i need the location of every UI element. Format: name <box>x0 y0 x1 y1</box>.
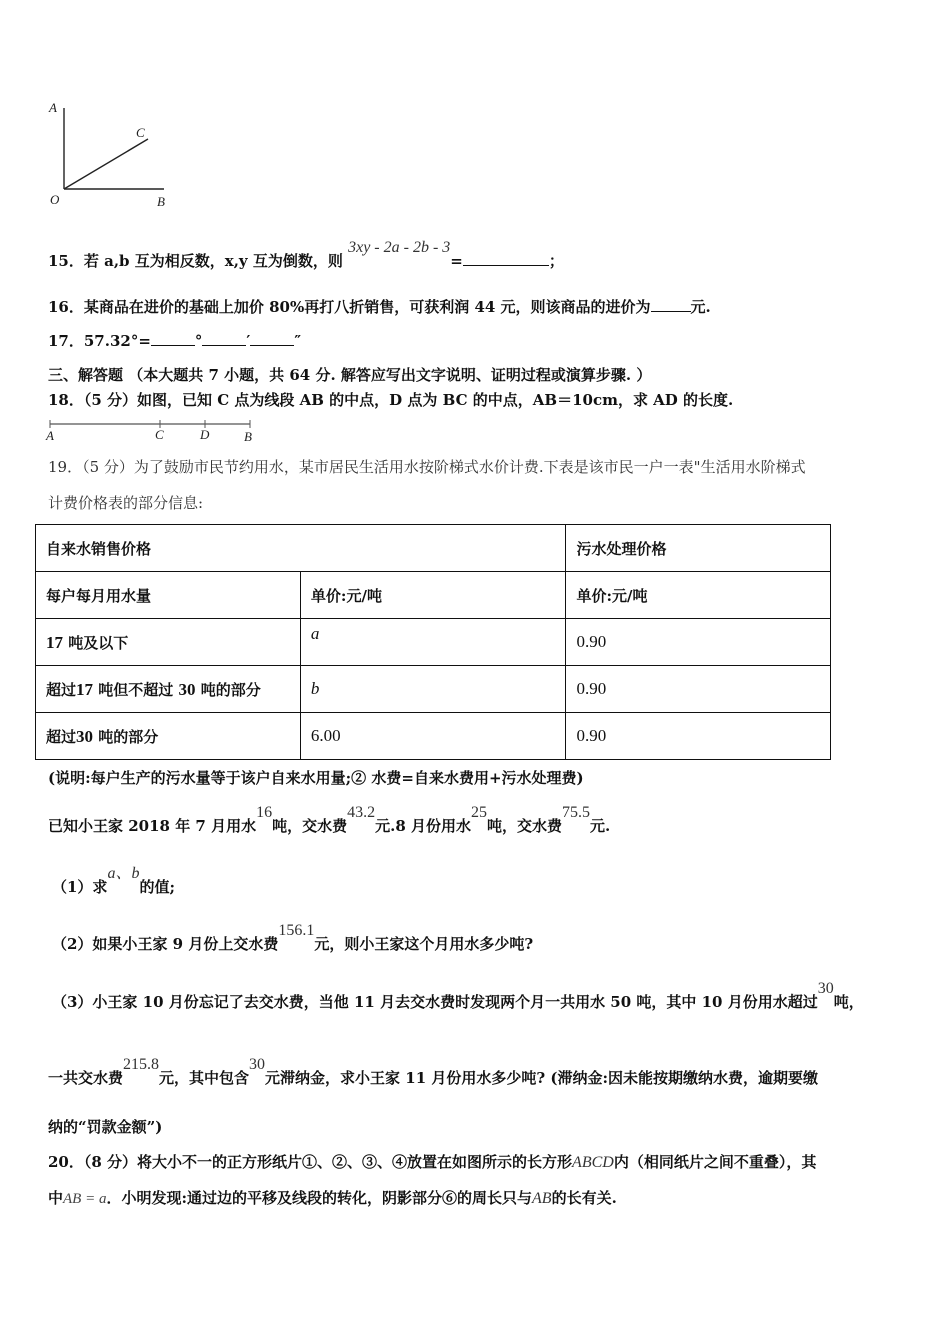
tier-2-sewage: 0.90 <box>566 666 831 713</box>
header-sewage-unit-price: 单价:元/吨 <box>566 572 831 619</box>
label-o: O <box>50 192 60 207</box>
part3-threshold: 30 <box>817 980 834 997</box>
q17-second-blank[interactable] <box>250 345 294 346</box>
q19-part-3-line1: （3）小王家 10 月份忘记了去交水费，当他 11 月去交水费时发现两个月一共用水 50 吨，其中 10 月份用水超过30吨， <box>52 980 864 1011</box>
q18-number: 18． <box>48 391 84 409</box>
q19-intro-2: 计费价格表的部分信息: <box>48 494 204 512</box>
q17-degree-symbol: ° <box>194 332 203 350</box>
q15-number: 15． <box>48 252 84 270</box>
ray-oc <box>64 139 148 189</box>
q17-minute-blank[interactable] <box>202 345 246 346</box>
q16-unit: 元. <box>690 298 711 316</box>
q15-end: ； <box>548 252 564 270</box>
q17-lhs: 57.32°= <box>83 332 151 350</box>
q20-rect-name: ABCD <box>572 1154 614 1171</box>
q19-number: 19． <box>48 458 83 476</box>
part2-fee: 156.1 <box>278 922 315 939</box>
question-20-line2: 中AB = a．小明发现:通过边的平移及线段的转化，阴影部分⑥的周长只与AB的长有关. <box>48 1189 617 1207</box>
q15-equals: = <box>450 252 463 270</box>
header-monthly-usage: 每户每月用水量 <box>36 572 301 619</box>
tier-3-sewage: 0.90 <box>566 713 831 760</box>
seg-label-a: A <box>46 428 54 443</box>
seg-label-b: B <box>244 429 252 444</box>
tier-1-price: a <box>300 619 566 666</box>
part3-total-fee: 215.8 <box>123 1056 160 1073</box>
given-aug-usage: 25 <box>470 804 487 821</box>
table-header-row-2 <box>36 572 831 619</box>
question-17 <box>48 330 301 351</box>
q19-intro-1: （5 分）为了鼓励市民节约用水，某市居民生活用水按阶梯式水价计费.下表是该市民一户一表"生活用水阶梯式 <box>82 458 806 476</box>
header-tap-water-price: 自来水销售价格 <box>36 525 566 572</box>
table-row <box>36 666 831 713</box>
given-july-usage: 16 <box>256 804 273 821</box>
q19-part-3-line3: 纳的“罚款金额”) <box>48 1118 163 1136</box>
segment-figure <box>44 414 260 444</box>
label-c: C <box>136 125 145 140</box>
header-unit-price: 单价:元/吨 <box>300 572 566 619</box>
seg-label-c: C <box>155 427 164 442</box>
part1-variables: a、b <box>107 865 140 882</box>
tier-1-sewage: 0.90 <box>566 619 831 666</box>
question-19-line1 <box>48 456 806 477</box>
table-row <box>36 619 831 666</box>
q18-text: （5 分）如图，已知 C 点为线段 AB 的中点，D 点为 BC 的中点，AB＝10cm，求 AD 的长度. <box>83 391 734 409</box>
q19-note: (说明:每户生产的污水量等于该户自来水用量;② 水费=自来水费用+污水处理费) <box>48 769 584 787</box>
question-18 <box>48 389 733 410</box>
water-price-table <box>35 524 831 760</box>
q20-ab-equation: AB = a <box>63 1191 107 1207</box>
tier-2-price: b <box>300 666 566 713</box>
q17-degree-blank[interactable] <box>151 345 195 346</box>
part3-late-fee: 30 <box>249 1056 266 1073</box>
tier-3-usage: 超过30 吨的部分 <box>36 713 301 760</box>
section-3-desc: （本大题共 7 小题，共 64 分. 解答应写出文字说明、证明过程或演算步骤. ） <box>128 366 652 384</box>
q19-part-2: （2）如果小王家 9 月份上交水费156.1元，则小王家这个月用水多少吨? <box>52 922 534 953</box>
q16-answer-blank[interactable] <box>651 311 691 312</box>
q17-number: 17． <box>48 332 84 350</box>
q16-number: 16． <box>48 298 84 316</box>
question-15 <box>48 239 564 271</box>
tier-1-usage: 17 吨及以下 <box>36 619 301 666</box>
q19-part-3-line2: 一共交水费215.8元，其中包含30元滞纳金，求小王家 11 月份用水多少吨? (滞纳金:因未能按期缴纳水费，逾期要缴 <box>48 1056 818 1087</box>
label-b: B <box>157 194 165 209</box>
q16-text: 某商品在进价的基础上加价 80%再打八折销售，可获利润 44 元，则该商品的进价为 <box>83 298 651 316</box>
section-3-heading <box>48 364 651 385</box>
seg-label-d: D <box>200 427 210 442</box>
question-19-line2 <box>48 492 203 513</box>
q15-answer-blank[interactable] <box>463 265 549 266</box>
table-row <box>36 713 831 760</box>
label-a: A <box>49 100 57 115</box>
q19-part-1: （1）求a、b的值; <box>52 865 175 896</box>
tier-3-price: 6.00 <box>300 713 566 760</box>
q17-second-symbol: ″ <box>294 332 302 350</box>
table-header-row-1 <box>36 525 831 572</box>
q19-given: 已知小王家 2018 年 7 月用水16吨，交水费43.2元.8 月份用水25吨，交水费75.5元. <box>48 804 611 835</box>
q20-ab: AB <box>532 1190 552 1207</box>
question-16 <box>48 296 711 317</box>
tier-2-usage: 超过17 吨但不超过 30 吨的部分 <box>36 666 301 713</box>
section-3-title: 三、解答题 <box>48 366 124 384</box>
given-july-fee: 43.2 <box>347 804 376 821</box>
header-sewage-price: 污水处理价格 <box>566 525 831 572</box>
given-aug-fee: 75.5 <box>562 804 590 821</box>
q15-text: 若 a,b 互为相反数，x,y 互为倒数，则 <box>83 252 343 270</box>
question-20-line1: 20．（8 分）将大小不一的正方形纸片①、②、③、④放置在如图所示的长方形ABCD内（相同纸片之间不重叠），其 <box>48 1153 817 1171</box>
angle-figure <box>44 98 184 213</box>
q15-expression: 3xy - 2a - 2b - 3 <box>348 239 451 256</box>
q17-minute-symbol: ′ <box>246 332 251 350</box>
